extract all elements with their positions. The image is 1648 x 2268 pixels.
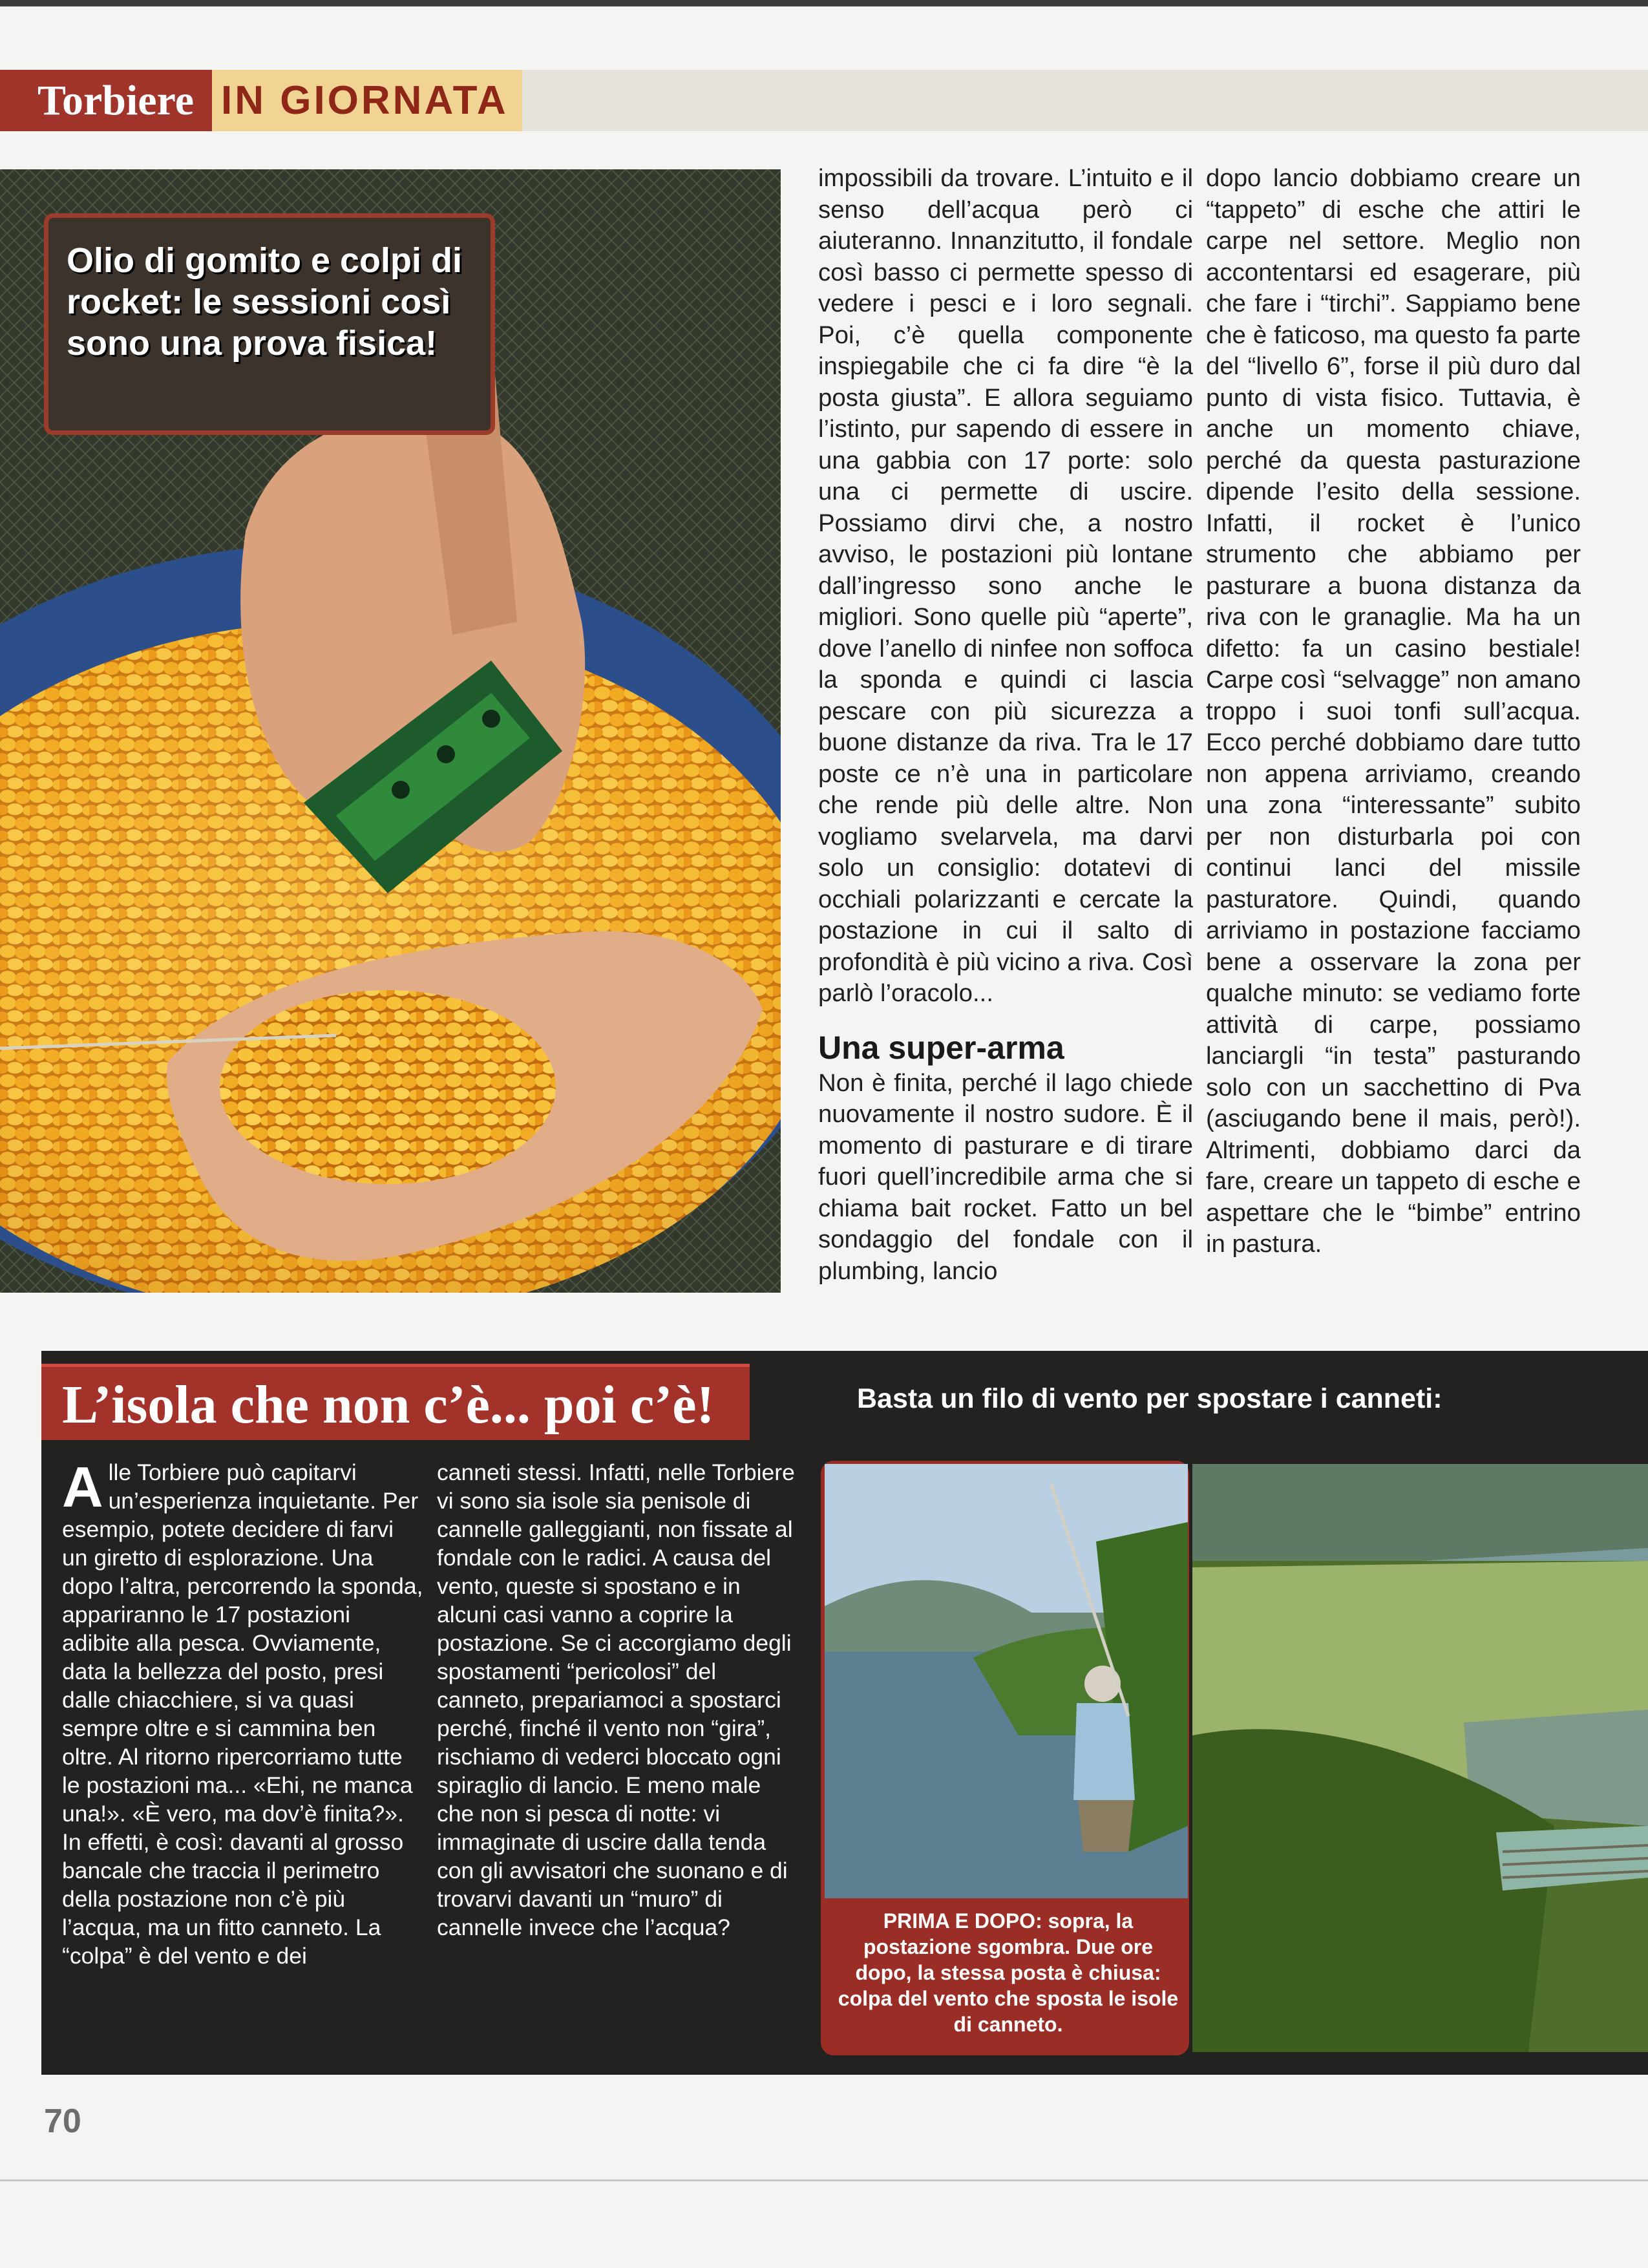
pull-quote: Olio di gomito e colpi di rocket: le sessioni così sono una prova fisica! [44, 213, 495, 435]
article-column-2 [818, 163, 1193, 1287]
drop-cap: A [62, 1455, 103, 1519]
footer-rule [0, 2179, 1648, 2181]
page-number: 70 [44, 2103, 81, 2140]
boxout-column-1 [62, 1455, 424, 1970]
subheading: Una super-arma [818, 1029, 1064, 1066]
article-paragraph: Non è finita, perché il lago chiede nuovamente il nostro sudore. È il momento di pasturare e di tirare fuori quell’incredibile arma che si chiama bait rocket. Fatto un bel sondaggio del fondale con il plumbing, lancio [818, 1068, 1193, 1285]
boxout-paragraph: canneti stessi. Infatti, nelle Torbiere vi sono sia isole sia penisole di cannelle galleggianti, non fissate al fondale con le radici. A causa del vento, queste si spostano e in alcuni casi vanno a coprire la postazione. Se ci accorgiamo degli spostamenti “pericolosi” del canneto, prepariamoci a spostarci perché, finché il vento non “gira”, rischiamo di vederci bloccato ogni spiraglio di lancio. E meno male che non si pesca di notte: vi immaginate di uscire dalla tenda con gli avvisatori che suonano e di trovarvi davanti un “muro” di cannelle invece che l’acqua? [437, 1459, 795, 1940]
boxout-paragraph: lle Torbiere può capitarvi un’esperienza inquietante. Per esempio, potete decidere di farvi un giretto di esplorazione. Una dopo l’altra, percorrendo la sponda, appariranno le 17 postazioni adibite alla pesca. Ovviamente, data la bellezza del posto, presi dalle chiacchiere, si va quasi sempre oltre e si cammina ben oltre. Al ritorno ripercorriamo tutte le postazioni ma... «Ehi, ne manca una!». «È vero, ma dov’è finita?». In effetti, è così: davanti al grosso bancale che traccia il perimetro della postazione non c’è più l’acqua, ma un fitto canneto. La “colpa” è del vento e dei [62, 1459, 423, 1969]
article-paragraph: impossibili da trovare. L’intuito e il senso dell’acqua però ci aiuteranno. Innanzitutto, il fondale così basso ci permette spesso di vedere i pesci e i loro segnali. Poi, c’è quella componente inspiegabile che ci fa dire “è la posta giusta”. E allora seguiamo l’istinto, pur sapendo di essere in una gabbia con 17 porte: solo una ci permette di uscire. Possiamo dirvi che, a nostro avviso, le postazioni più lontane dall’ingresso sono anche le migliori. Sono quelle più “aperte”, dove l’anello di ninfee non soffoca la sponda e quindi ci lascia pescare con più sicurezza a buone distanze da riva. Tra le 17 poste ce n’è una in particolare che rende più delle altre. Non vogliamo svelarvela, ma darvi solo un consiglio: dotatevi di occhiali polarizzanti e cercate la postazione in cui il salto di profondità è più vicino a riva. Così parlò l’oracolo... [818, 164, 1193, 1007]
after-photo [1192, 1464, 1648, 2052]
boxout-title: L’isola che non c’è... poi c’è! [41, 1364, 750, 1440]
article-column-3 [1206, 163, 1581, 1260]
top-rule [0, 0, 1648, 6]
article-paragraph: dopo lancio dobbiamo creare un “tappeto” di esche che attiri le carpe nel settore. Meglio non accontentarsi ed esagerare, più che fare i “tirchi”. Sappiamo bene che è faticoso, ma questo fa parte del “livello 6”, forse il più duro dal punto di vista fisico. Tuttavia, è anche un momento chiave, perché da questa pasturazione dipende l’esito della sessione. Infatti, il rocket è l’unico strumento che abbiamo per pasturare a buona distanza da riva con le granaglie. Ma ha un difetto: fa un casino bestiale! Carpe così “selvagge” non amano troppo i suoi tonfi sull’acqua. Ecco perché dobbiamo dare tutto non appena arriviamo, creando una zona “interessante” subito per non disturbarla poi con continui lanci del missile pasturatore. Quindi, quando arriviamo in postazione facciamo bene a osservare la zona per qualche minuto: se vediamo forte attività di carpe, possiamo lanciargli “in testa” pasturando solo con un sacchettino di Pva (asciugando bene il mais, però!). Altrimenti, dobbiamo darci da fare, creare un tappeto di esche e aspettare che le “bimbe” entrino in pastura. [1206, 164, 1581, 1258]
section-title: Torbiere [0, 70, 212, 131]
photo-caption: PRIMA E DOPO: sopra, la postazione sgombra. Due ore dopo, la stessa posta è chiusa: colpa del vento che sposta le isole di canneto. [838, 1909, 1179, 2036]
before-photo [825, 1464, 1188, 1898]
boxout-column-2 [437, 1458, 799, 1942]
section-subtitle: IN GIORNATA [212, 70, 522, 131]
boxout-heading: Basta un filo di vento per spostare i canneti: [857, 1383, 1442, 1414]
